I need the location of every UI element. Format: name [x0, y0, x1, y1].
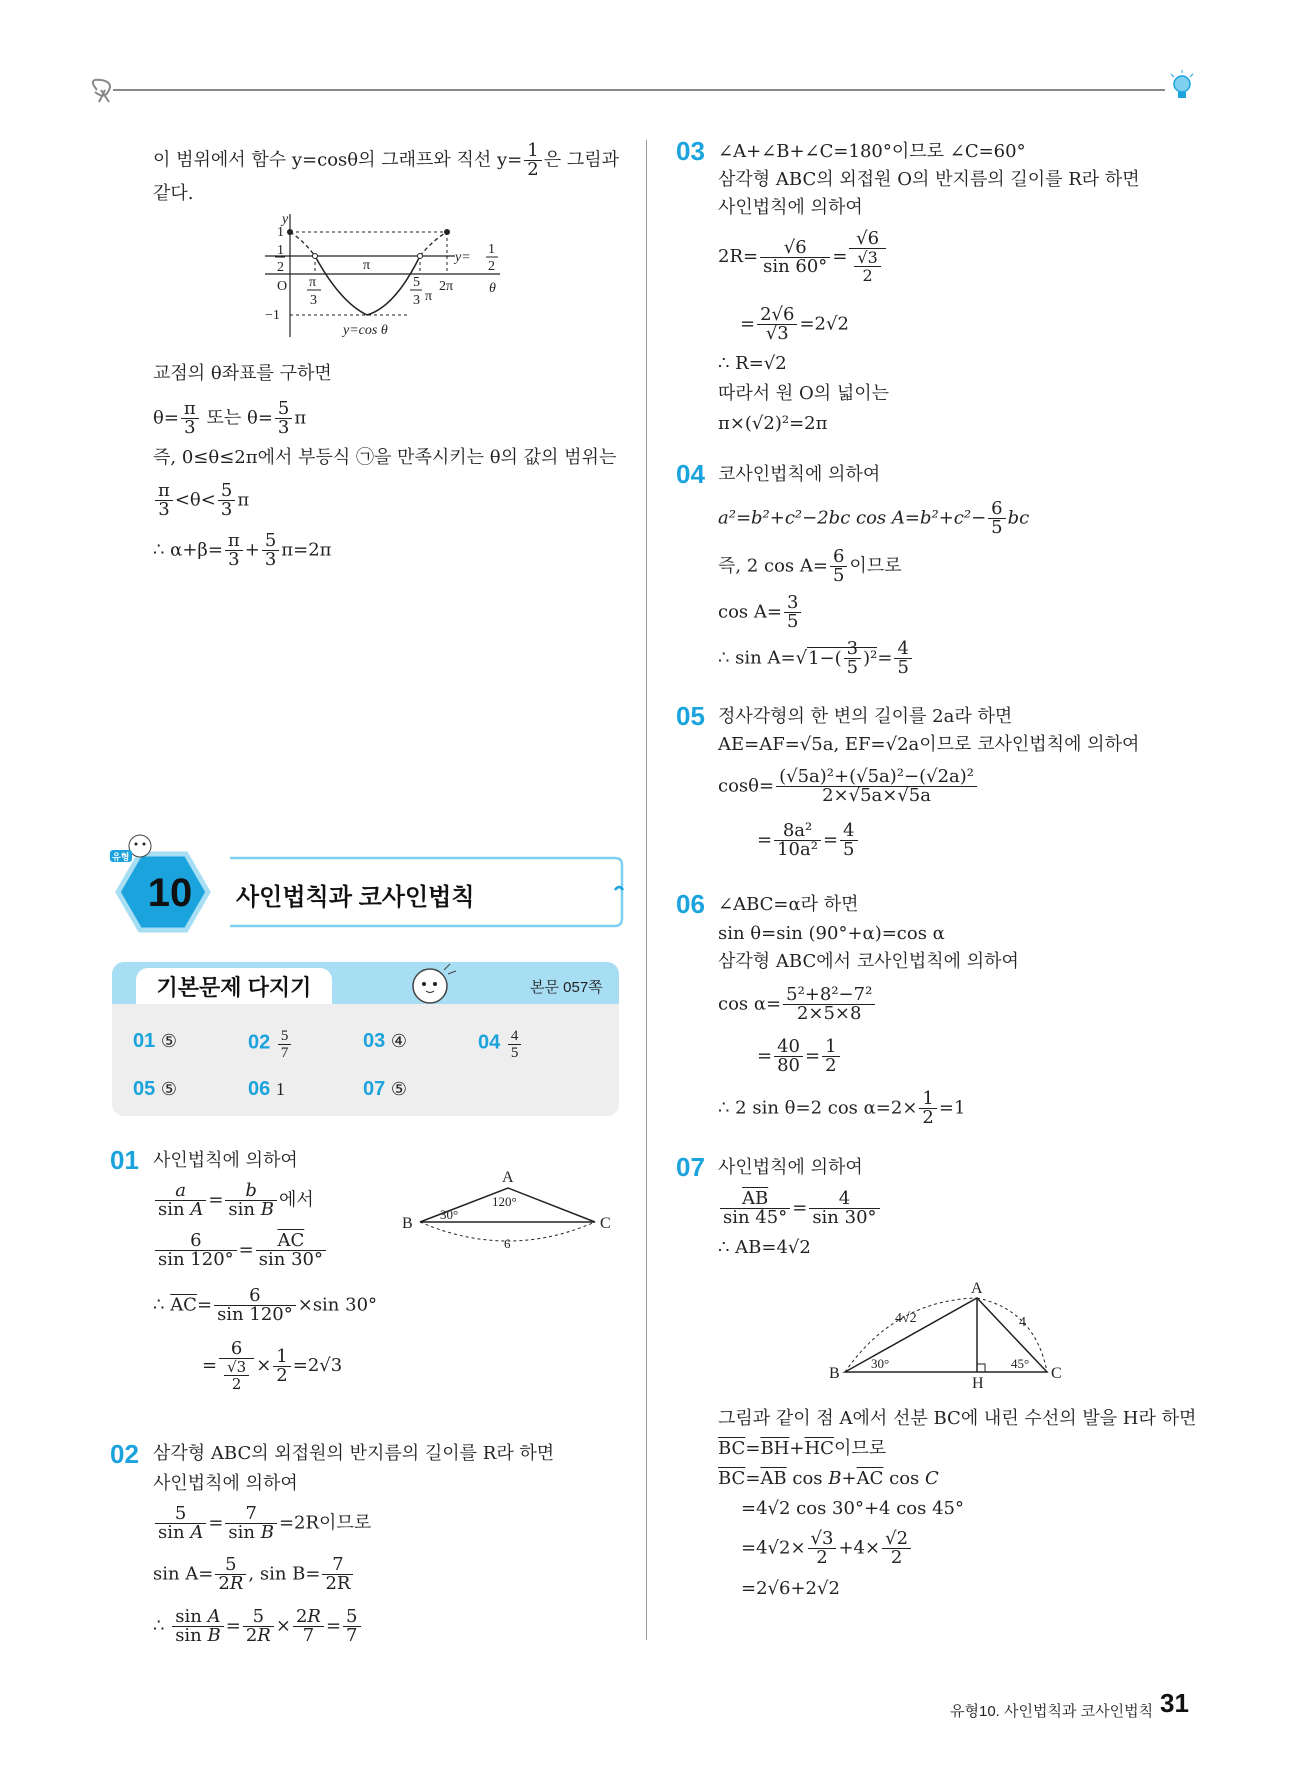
svg-text:5: 5	[413, 275, 420, 290]
solution-05-line1: 정사각형의 한 변의 길이를 2a라 하면	[718, 706, 1013, 727]
solution-07-line7: =4√2 cos 30°+4 cos 45°	[741, 1498, 964, 1519]
svg-text:2π: 2π	[439, 279, 454, 294]
svg-text:1: 1	[488, 242, 495, 257]
left-paragraph-1: 이 범위에서 함수 y=cosθ의 그래프와 직선 y= $\frac{1}{2}$ 은 그림과	[153, 140, 619, 180]
footer-chapter: 유형10. 사인법칙과 코사인법칙	[950, 1703, 1154, 1720]
solution-07-line2: $\frac{\overline{AB}}{\sin 45^\circ}$ = $\frac{4}{\sin 30^\circ}$	[718, 1190, 882, 1227]
solution-03-number: 03	[676, 136, 705, 166]
svg-text:y=cos θ: y=cos θ	[343, 323, 388, 338]
svg-text:y: y	[282, 212, 289, 227]
ribbon-icon	[93, 80, 110, 102]
svg-text:π: π	[363, 258, 371, 273]
basic-title-tab: 기본문제 다지기	[136, 968, 332, 1004]
solution-02-intro: 삼각형 ABC의 외접원의 반지름의 길이를 R라 하면	[153, 1443, 555, 1464]
solution-01-line1: $\frac{a}{\text{sin A}}$ = $\frac{b}{\text{sin B}}$ 에서	[153, 1182, 314, 1219]
answer-04: 04 $\frac{4}{5}$	[478, 1028, 523, 1061]
solution-02-line3: ∴ $\frac{\text{sin A}}{\text{sin B}}$ = $\frac{5}{2R}$ × $\frac{2R}{7}$ = $\frac{5}{7}$	[153, 1608, 363, 1645]
solution-06-line6: ∴ 2 sin θ=2 cos α=2× $\frac{1}{2}$ =1	[718, 1088, 966, 1128]
solution-04-line2: a²=b²+c²−2bc cos A=b²+c²− $\frac{6}{5}$ bc	[718, 498, 1030, 538]
solution-06-line2: sin θ=sin (90°+α)=cos α	[718, 923, 945, 944]
solution-03-line6: ∴ R=√2	[718, 353, 787, 374]
svg-text:θ: θ	[489, 281, 496, 296]
svg-text:1: 1	[277, 243, 284, 258]
solution-07-line1: 사인법칙에 의하여	[718, 1157, 863, 1178]
solution-05-line3: cosθ= $\frac{\text{(√5a)²+(√5a)²−(√2a)²}}{2\times√5a\times√5a}$	[718, 768, 979, 805]
left-paragraph-3: θ= $\frac{\pi}{3}$ 또는 θ= $\frac{5}{3}$ π	[153, 398, 307, 438]
svg-text:A: A	[971, 1280, 983, 1297]
left-paragraph-5: $\frac{\pi}{3}$ <θ< $\frac{5}{3}$ π	[153, 482, 249, 519]
solution-04-number: 04	[676, 459, 705, 489]
mascot-icon	[400, 958, 462, 1008]
solution-02-line1: $\frac{5}{\text{sin A}}$ = $\frac{7}{\text{sin B}}$ =2R이므로	[153, 1505, 371, 1542]
solution-02-line2: sin A= $\frac{5}{2R}$ , sin B= $\frac{7}{2R}$	[153, 1556, 355, 1593]
solution-01-intro: 사인법칙에 의하여	[153, 1150, 298, 1171]
svg-text:B: B	[829, 1365, 840, 1382]
section-title: 사인법칙과 코사인법칙	[236, 884, 475, 911]
solution-03-line4: 2R= $\frac{√6}{\sin 60^\circ}$ = $\frac{√6}{\frac{√3}{2}}$	[718, 230, 888, 284]
svg-text:B: B	[402, 1215, 413, 1232]
solution-03-line5: = $\frac{2√6}{√3}$ =2√2	[740, 304, 849, 344]
solution-06-line4: cos α= $\frac{\text{5²+8²−7²}}{2\times 5\times 8}$	[718, 986, 877, 1023]
solution-02-intro2: 사인법칙에 의하여	[153, 1473, 298, 1494]
header-rule	[85, 70, 1215, 110]
solution-07-line4: 그림과 같이 점 A에서 선분 BC에 내린 수선의 발을 H라 하면	[718, 1408, 1197, 1429]
answer-03: 03 ④	[363, 1030, 407, 1052]
column-divider	[646, 140, 647, 1640]
solution-01-line3: ∴ $\overline{AC}=$ $\frac{6}{\sin 120^\circ}$ ×sin 30°	[153, 1285, 378, 1325]
solution-04-line4: cos A= $\frac{3}{5}$	[718, 594, 803, 631]
svg-text:3: 3	[310, 293, 317, 308]
solution-07-line3: ∴ AB=4√2	[718, 1237, 811, 1258]
solution-01-triangle	[400, 1160, 620, 1260]
solution-07-line5: $\overline{BC}=\overline{BH}+\overline{HC}$이므로	[718, 1438, 887, 1459]
basic-page-ref: 본문 057쪽	[530, 979, 603, 996]
solution-04-line5: ∴ sin A=√1−( $\frac{3}{5}$ )²= $\frac{4}{5}$	[718, 640, 914, 677]
solution-05-line2: AE=AF=√5a, EF=√2a이므로 코사인법칙에 의하여	[718, 734, 1140, 755]
answer-05: 05 ⑤	[133, 1078, 177, 1100]
answer-02: 02 $\frac{5}{7}$	[248, 1028, 293, 1061]
svg-text:−1: −1	[265, 308, 280, 323]
answer-07: 07 ⑤	[363, 1078, 407, 1100]
svg-text:C: C	[600, 1215, 611, 1232]
svg-text:45°: 45°	[1011, 1356, 1030, 1371]
solution-03-line3: 사인법칙에 의하여	[718, 197, 863, 218]
solution-07-line6: $\overline{BC}=\overline{AB}$ $\cos B+\overline{AC}$ cos C	[718, 1468, 939, 1489]
svg-text:4√2: 4√2	[895, 1311, 917, 1326]
page-number: 31	[1160, 1688, 1189, 1718]
solution-06-number: 06	[676, 889, 705, 919]
svg-text:O: O	[277, 279, 288, 294]
solution-07-line9: =2√6+2√2	[741, 1578, 840, 1599]
svg-text:120°: 120°	[492, 1194, 517, 1209]
solution-07-number: 07	[676, 1152, 705, 1182]
svg-text:3: 3	[413, 293, 420, 308]
svg-text:2: 2	[277, 260, 284, 275]
lightbulb-icon	[1171, 70, 1193, 98]
solution-06-line5: = $\frac{40}{80}$ = $\frac{1}{2}$	[757, 1038, 842, 1075]
solution-01-line4: = $\frac{6}{\frac{√3}{2}}$ × $\frac{1}{2}$ =2√3	[202, 1338, 343, 1393]
svg-text:π: π	[309, 275, 317, 290]
svg-text:2: 2	[488, 259, 495, 274]
left-paragraph-4: 즉, 0≤θ≤2π에서 부등식 ㉠을 만족시키는 θ의 값의 범위는	[153, 447, 617, 468]
solution-07-line8: =4√2× $\frac{√3}{2}$ +4× $\frac{√2}{2}$	[741, 1530, 913, 1567]
solution-02-number: 02	[110, 1439, 139, 1469]
answer-01: 01 ⑤	[133, 1030, 177, 1052]
solution-06-line3: 삼각형 ABC에서 코사인법칙에 의하여	[718, 951, 1019, 972]
solution-01-line2: $\frac{6}{\sin 120^\circ}$ = $\frac{\overline{AC}}{\sin 30^\circ}$	[153, 1232, 328, 1269]
svg-text:π: π	[425, 289, 433, 304]
svg-text:30°: 30°	[871, 1356, 890, 1371]
section-badge: 유형	[112, 852, 130, 862]
solution-03-line1: ∠A+∠B+∠C=180°이므로 ∠C=60°	[718, 141, 1026, 162]
solution-05-line4: = $\frac{\text{8a²}}{\text{10a²}}$ = $\frac{4}{5}$	[757, 822, 860, 859]
svg-text:y=: y=	[455, 250, 471, 265]
solution-03-line7: 따라서 원 O의 넓이는	[718, 383, 890, 404]
svg-text:1: 1	[277, 225, 284, 240]
answer-06: 06 1	[248, 1078, 285, 1100]
solution-04-line3: 즉, 2 cos A= $\frac{6}{5}$ 이므로	[718, 546, 902, 586]
left-paragraph-6: ∴ α+β= $\frac{\pi}{3}$ + $\frac{5}{3}$ π=2π	[153, 530, 332, 570]
left-paragraph-1b: 같다.	[153, 183, 194, 204]
solution-01-number: 01	[110, 1145, 139, 1175]
section-number: 10	[147, 871, 193, 915]
solution-06-line1: ∠ABC=α라 하면	[718, 894, 859, 915]
solution-04-line1: 코사인법칙에 의하여	[718, 464, 881, 485]
svg-text:A: A	[502, 1169, 514, 1186]
cosine-graph	[255, 212, 515, 342]
svg-text:6: 6	[504, 1236, 511, 1251]
solution-03-line2: 삼각형 ABC의 외접원 O의 반지름의 길이를 R라 하면	[718, 169, 1140, 190]
svg-text:30°: 30°	[440, 1207, 459, 1222]
solution-03-line8: π×(√2)²=2π	[718, 413, 828, 434]
svg-text:H: H	[972, 1375, 984, 1390]
solution-05-number: 05	[676, 701, 705, 731]
left-paragraph-2: 교점의 θ좌표를 구하면	[153, 363, 332, 384]
svg-text:4: 4	[1019, 1315, 1026, 1330]
svg-text:C: C	[1051, 1365, 1062, 1382]
solution-07-triangle	[825, 1280, 1075, 1390]
